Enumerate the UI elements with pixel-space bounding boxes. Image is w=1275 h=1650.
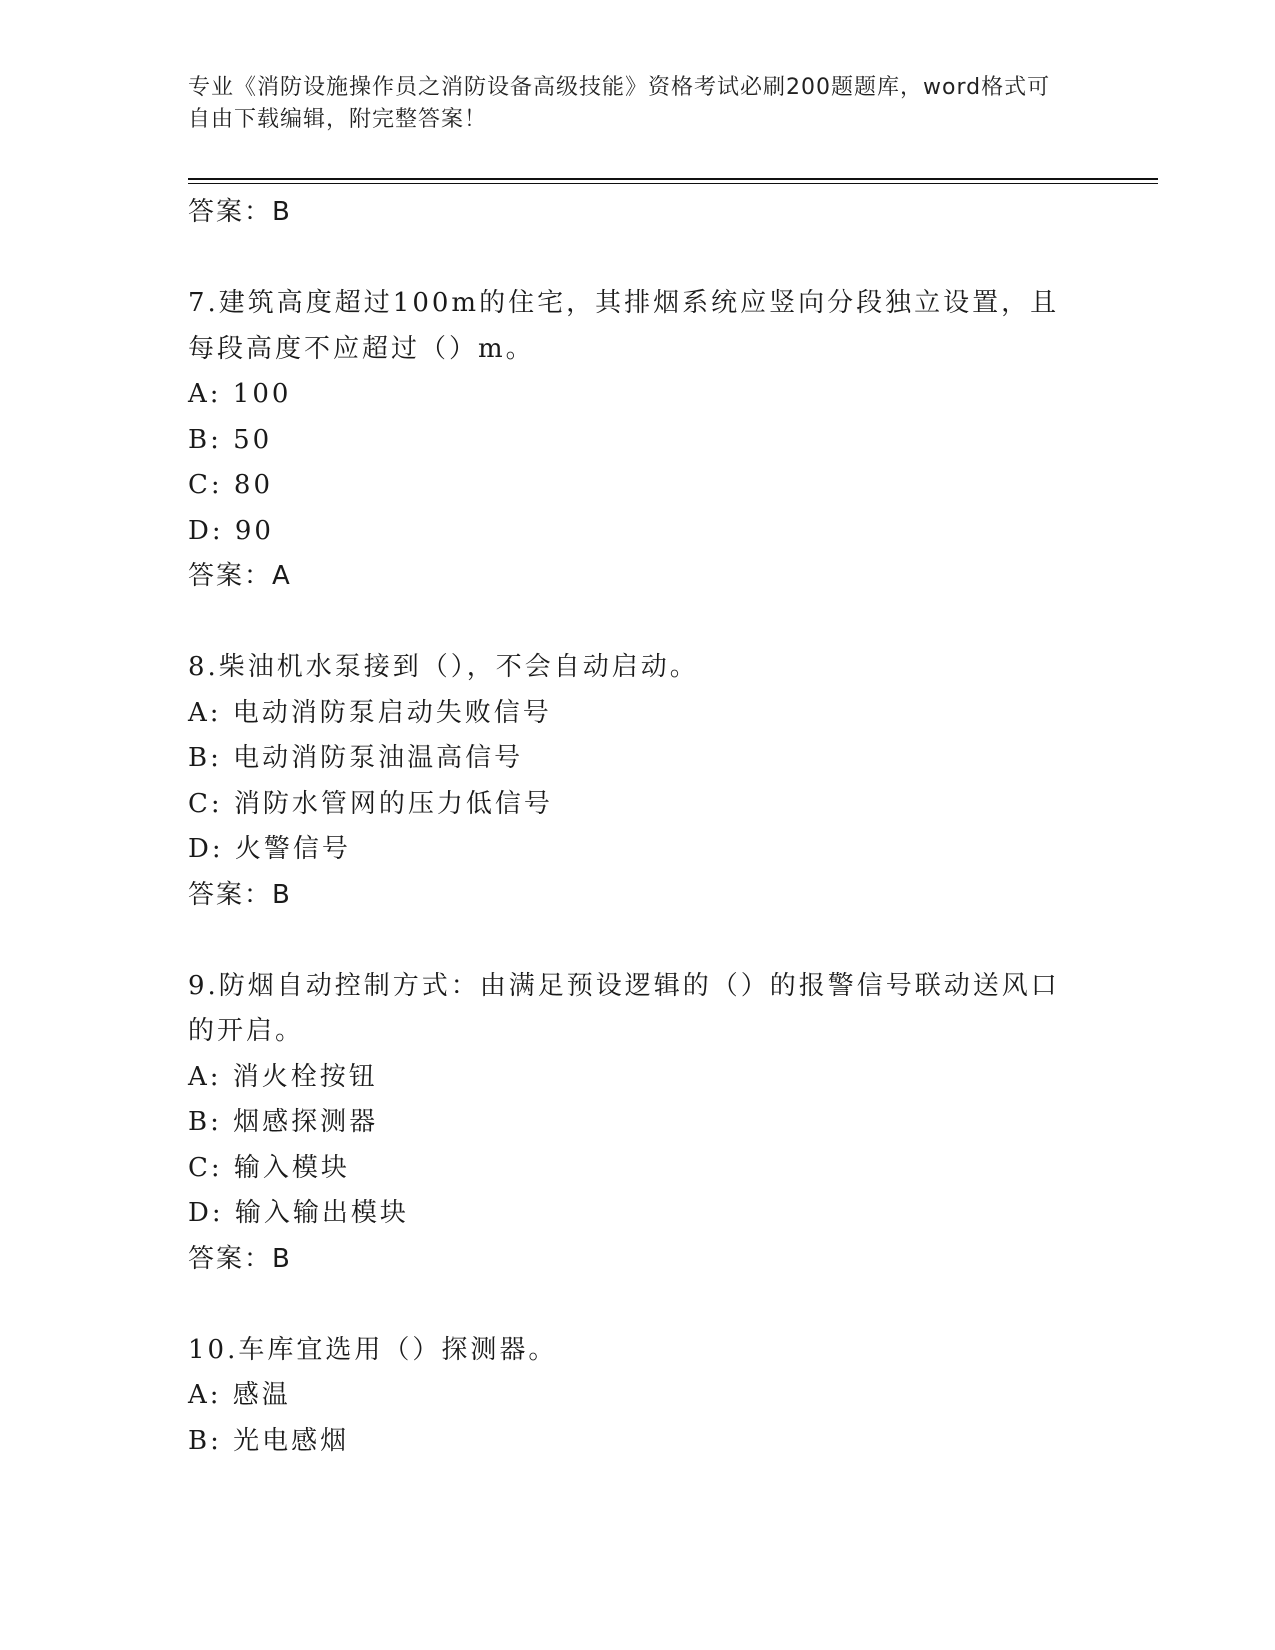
spacer (188, 1282, 1088, 1328)
question-item (188, 1328, 1088, 1465)
option-c: C: 消防水管网的压力低信号 (188, 788, 553, 819)
option-b: B: 50 (188, 424, 273, 455)
question-text: 8.柴油机水泵接到（），不会自动启动。 (188, 652, 699, 682)
question-list (188, 190, 1088, 1464)
document-header: 专业《消防设施操作员之消防设备高级技能》资格考试必刷200题题库，word格式可自由下载编辑，附完整答案！ (188, 75, 1051, 132)
option-d: D: 输入输出模块 (188, 1198, 409, 1228)
option-a: A: 100 (188, 379, 292, 409)
question-text: 9.防烟自动控制方式：由满足预设逻辑的（）的报警信号联动送风口的开启。 (188, 970, 1060, 1046)
option-b: B: 电动消防泵油温高信号 (188, 743, 524, 773)
option-b: B: 光电感烟 (188, 1425, 350, 1456)
question-text: 10.车库宜选用（）探测器。 (188, 1334, 558, 1365)
question-item (188, 964, 1088, 1283)
option-b: B: 烟感探测器 (188, 1107, 379, 1137)
option-d: D: 90 (188, 515, 274, 546)
header-divider-thick (188, 178, 1158, 180)
option-c: C: 输入模块 (188, 1152, 350, 1183)
option-c: C: 80 (188, 470, 274, 500)
option-a: A: 感温 (188, 1380, 291, 1410)
spacer (188, 918, 1088, 964)
answer-line: 答案：B (188, 197, 292, 227)
spacer (188, 600, 1088, 646)
spacer (188, 236, 1088, 282)
option-a: A: 电动消防泵启动失败信号 (188, 697, 552, 728)
question-item (188, 645, 1088, 918)
header-divider-thin (188, 183, 1158, 184)
option-a: A: 消火栓按钮 (188, 1061, 378, 1092)
question-item (188, 281, 1088, 600)
answer-line: 答案：B (188, 879, 292, 910)
answer-line: 答案：B (188, 1243, 292, 1274)
answer-line: 答案：A (188, 561, 292, 591)
question-text: 7.建筑高度超过100m的住宅，其排烟系统应竖向分段独立设置，且每段高度不应超过（）m。 (188, 288, 1060, 364)
option-d: D: 火警信号 (188, 834, 351, 864)
